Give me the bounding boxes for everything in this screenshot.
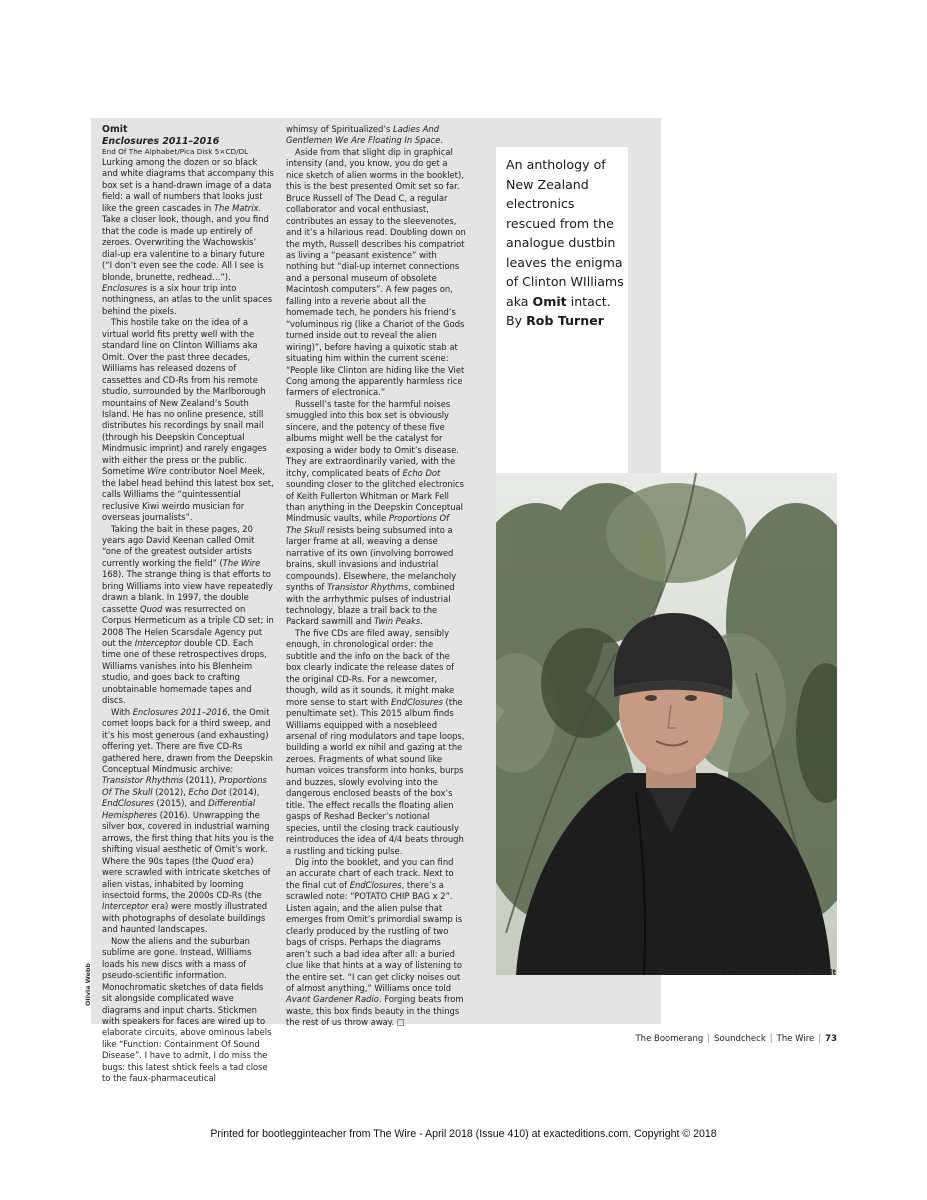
paragraph: Dig into the booklet, and you can find an accurate chart of each track. Next to the final cut of EndClosures, there’s a scrawled note: “POTATO CHIP BAG x 2”. Listen again, and the alien pulse that emerges from Omit’s primordial swamp is clearly produced by the rustling of two bags of crisps. Perhaps the diagrams aren’t such a bad idea after all: a buried clue like that hints at a way of listening to the entire set. “I can get clicky noises out of almost anything,” Williams once told Avant Gardener Radio. Forging beats from waste, this box finds beauty in the things the rest of us throw away. □ (286, 857, 464, 1028)
paragraph: Aside from that slight dip in graphical intensity (and, you know, you do get a nice sketch of alien worms in the booklet), this is the best presented Omit set so far. Bruce Russell of The Dead C, a regular collaborator and vocal enthusiast, contributes an essay to the sleevenotes, and it’s a hilarious read. Doubling down on the myth, Russell describes his compatriot as living a “peasant existence” with nothing but “dial-up internet connections and a personal museum of obsolete Macintosh computers”. A few pages on, falling into a reverie about all the homemade tech, he ponders his friend’s “voluminous rig (like a Chariot of the Gods turned inside out to reveal the alien wiring)”, before having a quixotic stab at situating him within the current scene: “People like Clinton are hiding like the Viet Cong among the apparently harmless rice farmers of electronica.” (286, 146, 466, 398)
end-mark: □ (396, 1017, 405, 1028)
paragraph: Taking the bait in these pages, 20 years ago David Keenan called Omit “one of the greatest outsider artists currently working the field” (The Wire 168). The strange thing is that efforts to bring Williams into view have repeatedly drawn a blank. In 1997, the double cassette Quod was resurrected on Corpus Hermeticum as a triple CD set; in 2008 The Helen Scarsdale Agency put out the Interceptor double CD. Each time one of these retrospectives drops, Williams vanishes into his Blenheim studio, and goes back to crafting unobtainable homemade tapes and discs. (102, 523, 274, 706)
footer-section: The Boomerang (635, 1034, 704, 1044)
standfirst: An anthology of New Zealand electronics rescued from the analogue dustbin leaves the enigma of Clinton WIlliams aka Omit intact. By Rob Turner (506, 157, 624, 328)
paragraph: Russell’s taste for the harmful noises smuggled into this box set is obviously sincere, and the potency of these five albums might well be the catalyst for exposing a wider body to Omit’s disease. They are extraordinarily varied, with the itchy, complicated beats of Echo Dot sounding closer to the glitched electronics of Keith Fullerton Whitman or Mark Fell than anything in the Deepskin Conceptual Mindmusic vaults, while Proportions Of The Skull resists being subsumed into a larger frame at all, weaving a dense narrative of its own (involving borrowed brains, skull invasions and industrial compounds). Elsewhere, the melancholy synths of Transistor Rhythms, combined with the arrhythmic pulses of industrial technology, blaze a trail back to the Packard sawmill and Twin Peaks. (286, 398, 464, 627)
paragraph: Now the aliens and the suburban sublime are gone. Instead, Williams loads his new discs with a mass of pseudo-scientific information. Monochromatic sketches of data fields sit alongside complicated wave diagrams and input charts. Stickmen with speakers for faces are wired up to elaborate circuits, above ominous labels like “Function: Containment Of Sound Disease”. I have to admit, I do miss the bugs: this latest shtick feels a tad close to the faux-pharmaceutical (102, 935, 272, 1084)
portrait-photo (496, 473, 837, 975)
author-name: Rob Turner (526, 313, 604, 328)
review-column-1 (102, 124, 274, 1085)
paragraph: The five CDs are filed away, sensibly enough, in chronological order: the subtitle and the info on the back of the box clearly indicate the release dates of the original CD-Rs. For a newcomer, though, wild as it sounds, it might make more sense to start with EndClosures (the penultimate set). This 2015 album finds Williams equipped with a nosebleed arsenal of ring modulators and tape loops, building a world ex nihil and gazing at the zeroes. Fragments of what sound like human voices transform into honks, burps and buzzes, slowly evolving into the dangerous enclosed beasts of the box’s title. The effect recalls the floating alien gasps of Reshad Becker’s notional species, until the closing track cautiously reintroduces the idea of 4/4 beats through a rustling and ticking pulse. (286, 627, 465, 856)
footer-magazine: The Wire (776, 1034, 815, 1044)
paragraph: Lurking among the dozen or so black and white diagrams that accompany this box set is a hand-drawn image of a data field: a wall of numbers that looks just like the green cascades in The Matrix. Take a closer look, though, and you find that the code is made up entirely of zeroes. Overwriting the Wachowskis’ dial-up era valentine to a binary future (“I don’t even see the code. All I see is blonde, brunette, redhead…”). Enclosures is a six hour trip into nothingness, an atlas to the unlit spaces behind the pixels. (102, 157, 274, 316)
paragraph: This hostile take on the idea of a virtual world fits pretty well with the standard line on Clinton Williams aka Omit. Over the past three decades, Williams has released dozens of cassettes and CD-Rs from his remote studio, surrounded by the Marlborough mountains of New Zealand’s South Island. He has no online presence, still distributes his recordings by snail mail (through his Deepskin Conceptual Mindmusic imprint) and rarely engages with either the press or the public. Sometime Wire contributor Noel Meek, the label head behind this latest box set, calls Williams the “quintessential reclusive Kiwi weirdo musician for overseas journalists”. (102, 317, 274, 523)
review-artist: Omit (102, 124, 128, 135)
review-column-2 (286, 124, 466, 1029)
photo-credit: Olivia Webb (84, 962, 92, 1006)
printed-notice: Printed for bootlegginteacher from The Wire - April 2018 (Issue 410) at exacteditions.com. Copyright © 2018 (210, 1128, 717, 1140)
page-number: 73 (825, 1034, 837, 1044)
paragraph: With Enclosures 2011–2016, the Omit comet loops back for a third sweep, and it’s his most generous (and exhausting) offering yet. There are five CD-Rs gathered here, drawn from the Deepskin Conceptual Mindmusic archive: Transistor Rhythms (2011), Proportions Of The Skull (2012), Echo Dot (2014), EndClosures (2015), and Differential Hemispheres (2016). Unwrapping the silver box, covered in industrial warning arrows, the first thing that hits you is the shifting visual aesthetic of Omit’s work. Where the 90s tapes (the Quod era) were scrawled with intricate sketches of alien vistas, inhabited by looming insectoid forms, the 2000s CD-Rs (the Interceptor era) were mostly illustrated with photographs of desolate buildings and haunted landscapes. (102, 706, 274, 935)
review-album-title: Enclosures 2011–2016 (102, 135, 220, 147)
footer-subsection: Soundcheck (714, 1034, 766, 1044)
page-footer: The Boomerang | Soundcheck | The Wire | 73 (635, 1034, 837, 1044)
paragraph: whimsy of Spiritualized’s Ladies And Gentlemen We Are Floating In Space. (286, 124, 444, 146)
review-format: End Of The Alphabet/Pica Disk 5×CD/DL (102, 147, 249, 156)
photo-caption: Resident alien: Clinton Williams aka Omit (658, 968, 836, 977)
